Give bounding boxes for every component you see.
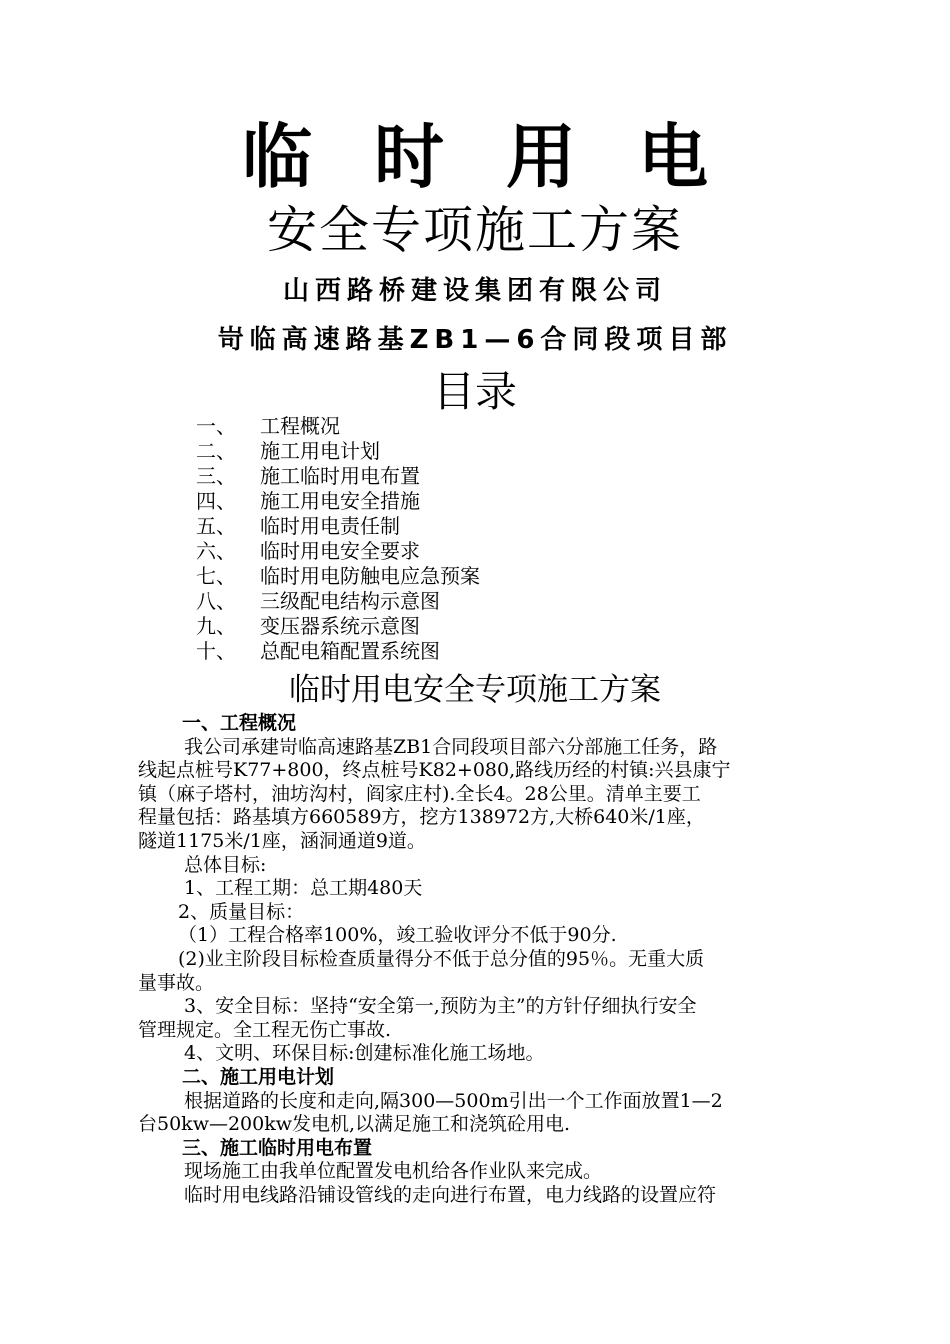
toc-item-number: 五、	[196, 514, 236, 538]
body-line: 3、安全目标：坚持“安全第一,预防为主”的方针仔细执行安全	[184, 995, 697, 1018]
toc-item-number: 七、	[196, 564, 236, 588]
body-line: 线起点桩号K77+800，终点桩号K82+080,路线历经的村镇:兴县康宁	[138, 759, 731, 782]
toc-item[interactable]	[196, 589, 756, 614]
toc-item-number: 一、	[196, 414, 236, 438]
body-line: 1、工程工期：总工期480天	[184, 877, 423, 900]
toc-item-number: 六、	[196, 539, 236, 563]
toc-item-number: 四、	[196, 489, 236, 513]
toc-item-label: 三级配电结构示意图	[260, 589, 440, 613]
toc-item-label: 变压器系统示意图	[260, 614, 420, 638]
toc-item-number: 二、	[196, 439, 236, 463]
cover-subtitle: 安全专项施工方案	[267, 201, 683, 259]
toc-item[interactable]	[196, 489, 756, 514]
cover-title: 临时用电	[242, 116, 770, 198]
section-title: 临时用电安全专项施工方案	[289, 672, 661, 708]
heading-project-overview: 一、工程概况	[182, 712, 297, 734]
body-line: （1）工程合格率100%，竣工验收评分不低于90分.	[178, 924, 617, 947]
project-department: 岢临高速路基ZB1—6合同段项目部	[217, 325, 733, 355]
body-line: 量事故。	[138, 971, 215, 994]
toc-item-number: 三、	[196, 464, 236, 488]
body-line: 总体目标:	[184, 853, 267, 876]
table-of-contents	[196, 414, 756, 664]
body-line: 根据道路的长度和走向,隔300—500m引出一个工作面放置1—2	[184, 1089, 723, 1112]
toc-item[interactable]	[196, 639, 756, 664]
toc-title: 目录	[432, 367, 517, 416]
toc-item-number: 八、	[196, 589, 236, 613]
body-line: 4、文明、环保目标:创建标准化施工场地。	[184, 1042, 545, 1065]
toc-item[interactable]	[196, 614, 756, 639]
toc-item-label: 工程概况	[260, 414, 340, 438]
toc-item-label: 临时用电安全要求	[260, 539, 420, 563]
toc-item-label: 临时用电防触电应急预案	[260, 564, 480, 588]
body-line: 台50kw—200kw发电机,以满足施工和浇筑砼用电.	[138, 1113, 571, 1136]
toc-item-label: 施工用电计划	[260, 439, 380, 463]
toc-item-number: 九、	[196, 614, 236, 638]
toc-item[interactable]	[196, 514, 756, 539]
body-line: 隧道1175米/1座，涵洞通道9道。	[138, 829, 426, 852]
toc-item-label: 总配电箱配置系统图	[260, 639, 440, 663]
body-line: 临时用电线路沿铺设管线的走向进行布置，电力线路的设置应符	[184, 1183, 717, 1206]
document-body	[138, 712, 818, 1207]
toc-item-label: 施工临时用电布置	[260, 464, 420, 488]
toc-item-number: 十、	[196, 639, 236, 663]
body-line: 我公司承建岢临高速路基ZB1合同段项目部六分部施工任务，路	[184, 735, 718, 758]
body-line: 程量包括：路基填方660589方，挖方138972方,大桥640米/1座，	[138, 806, 705, 829]
toc-item[interactable]	[196, 539, 756, 564]
body-line: 现场施工由我单位配置发电机给各作业队来完成。	[184, 1160, 603, 1183]
body-line: 管理规定。全工程无伤亡事故.	[138, 1018, 392, 1041]
toc-item[interactable]	[196, 564, 756, 589]
toc-item[interactable]	[196, 414, 756, 439]
heading-power-layout: 三、施工临时用电布置	[182, 1136, 373, 1159]
toc-item[interactable]	[196, 464, 756, 489]
toc-item[interactable]	[196, 439, 756, 464]
toc-item-label: 施工用电安全措施	[260, 489, 420, 513]
body-line: 2、质量目标：	[178, 900, 305, 923]
body-line: (2)业主阶段目标检查质量得分不低于总分值的95％。无重大质	[178, 947, 705, 970]
heading-power-plan: 二、施工用电计划	[182, 1065, 335, 1088]
toc-item-label: 临时用电责任制	[260, 514, 400, 538]
company-name: 山西路桥建设集团有限公司	[282, 276, 667, 306]
body-line: 镇（麻子塔村，油坊沟村，阎家庄村).全长4。28公里。清单主要工	[138, 782, 701, 805]
